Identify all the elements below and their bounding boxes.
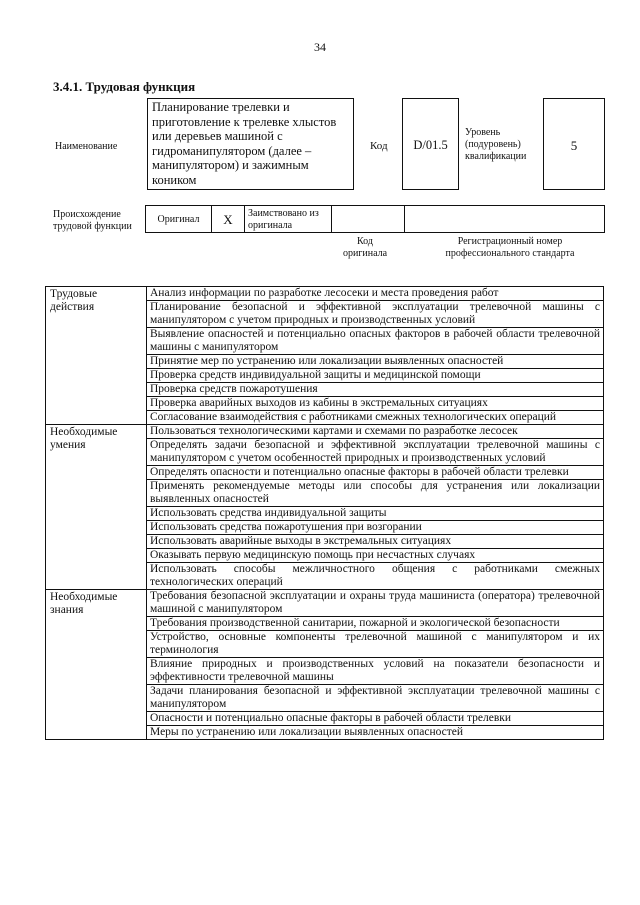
table-row (46, 425, 604, 439)
table-row (46, 590, 604, 617)
page-number: 34 (314, 40, 326, 54)
code-value-box (402, 98, 459, 190)
borrowed-label: Заимствовано из оригинала (248, 208, 319, 231)
item-cell: Влияние природных и производственных условий на показатели безопасности и эффективности трелевочной машины (147, 658, 604, 685)
item-cell: Выявление опасностей и потенциально опасных факторов в рабочей области трелевочной машины с манипулятором (147, 328, 604, 355)
level-value: 5 (570, 138, 578, 153)
name-value: Планирование трелевки и приготовление к трелевке хлыстов или деревьев машиной с гидроманипулятором (далее – манипулятором) и зажимным коником (152, 100, 337, 187)
function-table (45, 286, 604, 740)
original-mark: X (223, 212, 233, 227)
item-cell: Требования безопасной эксплуатации и охраны труда машиниста (оператора) трелевочной машиной с манипулятором (147, 590, 604, 617)
level-value-box (543, 98, 605, 190)
origin-label: Происхождение трудовой функции (53, 209, 132, 232)
item-cell: Использовать средства индивидуальной защиты (147, 507, 604, 521)
code-label: Код (370, 140, 388, 152)
original-label: Оригинал (157, 214, 200, 225)
item-cell: Согласование взаимодействия с работниками смежных технологических операций (147, 411, 604, 425)
divider (331, 206, 332, 232)
item-cell: Проверка аварийных выходов из кабины в экстремальных ситуациях (147, 397, 604, 411)
item-cell: Использовать аварийные выходы в экстремальных ситуациях (147, 535, 604, 549)
item-cell: Меры по устранению или локализации выявленных опасностей (147, 726, 604, 740)
name-label: Наименование (55, 141, 118, 152)
item-cell: Проверка средств пожаротушения (147, 383, 604, 397)
category-cell: Необходимые знания (46, 590, 147, 740)
item-cell: Устройство, основные компоненты трелевочной машиной с манипулятором и их терминология (147, 631, 604, 658)
item-cell: Планирование безопасной и эффективной эксплуатации трелевочной машины с манипулятором с учетом природных и производственных условий (147, 301, 604, 328)
item-cell: Анализ информации по разработке лесосеки и места проведения работ (147, 287, 604, 301)
item-cell: Проверка средств индивидуальной защиты и медицинской помощи (147, 369, 604, 383)
item-cell: Задачи планирования безопасной и эффективной эксплуатации трелевочной машины с манипулятором (147, 685, 604, 712)
item-cell: Пользоваться технологическими картами и схемами по разработке лесосек (147, 425, 604, 439)
section-title: 3.4.1. Трудовая функция (53, 79, 196, 94)
code-value: D/01.5 (413, 138, 448, 152)
item-cell: Использовать средства пожаротушения при возгорании (147, 521, 604, 535)
category-cell: Необходимые умения (46, 425, 147, 590)
origin-row (145, 205, 605, 233)
item-cell: Использовать способы межличностного общения с работниками смежных технологических операций (147, 563, 604, 590)
item-cell: Опасности и потенциально опасные факторы в рабочей области трелевки (147, 712, 604, 726)
name-value-box (147, 98, 354, 190)
item-cell: Принятие мер по устранению или локализации выявленных опасностей (147, 355, 604, 369)
item-cell: Требования производственной санитарии, пожарной и экологической безопасности (147, 617, 604, 631)
item-cell: Определять задачи безопасной и эффективной эксплуатации трелевочной машины с манипулятором с учетом особенностей природных и производственных условий (147, 439, 604, 466)
category-cell: Трудовые действия (46, 287, 147, 425)
level-label: Уровень (подуровень) квалификации (465, 127, 527, 162)
divider (244, 206, 245, 232)
table-row (46, 287, 604, 301)
item-cell: Оказывать первую медицинскую помощь при несчастных случаях (147, 549, 604, 563)
item-cell: Определять опасности и потенциально опасные факторы в рабочей области трелевки (147, 466, 604, 480)
registration-caption: Регистрационный номер профессионального стандарта (445, 236, 575, 259)
code-original-caption: Код оригинала (342, 236, 388, 259)
divider (404, 206, 405, 232)
item-cell: Применять рекомендуемые методы или способы для устранения или локализации выявленных опасностей (147, 480, 604, 507)
